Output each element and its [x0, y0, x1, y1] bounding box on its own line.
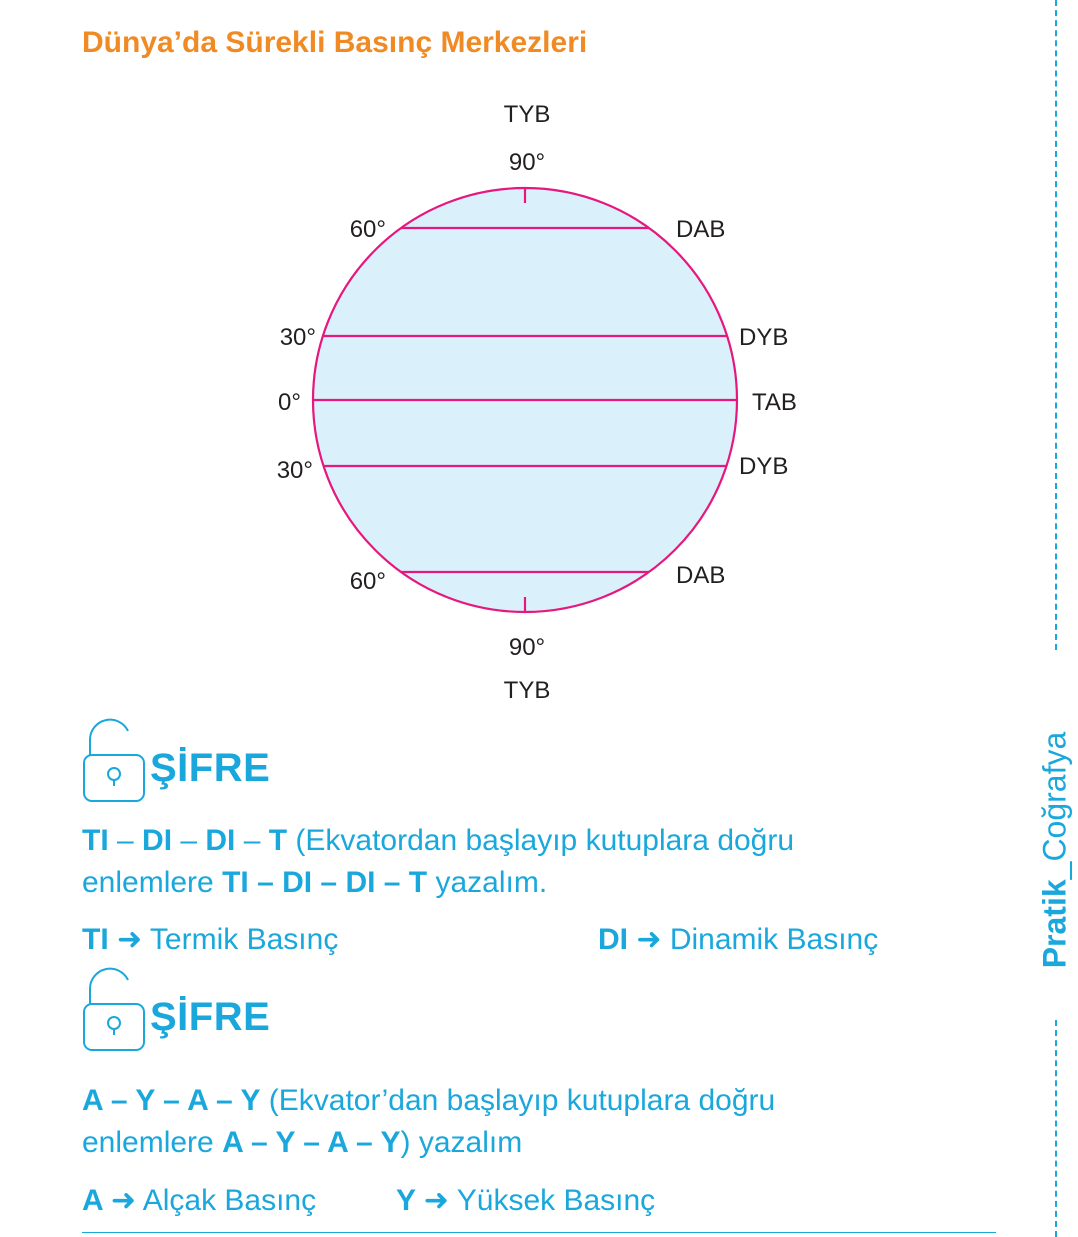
text-bold: TI – DI – DI – T	[222, 866, 428, 899]
label-60s-deg: 60°	[349, 568, 386, 595]
label-30n-deg: 30°	[279, 324, 316, 351]
text: (Ekvator’dan başlayıp kutuplara doğru	[260, 1084, 776, 1117]
label-60n-zone: DAB	[676, 216, 726, 243]
text-bold: TI	[82, 824, 109, 857]
text-bold: A – Y – A – Y	[222, 1126, 401, 1159]
label-tyb-top: TYB	[503, 101, 551, 128]
unlocked-padlock-icon	[82, 718, 150, 804]
sifre-heading-1	[82, 718, 402, 803]
side-dashed-rule-top	[1055, 0, 1057, 650]
text-bold: A – Y – A – Y	[82, 1084, 261, 1117]
sifre-title: ŞİFRE	[150, 746, 271, 790]
label-60n-deg: 60°	[349, 216, 386, 243]
text: enlemlere	[82, 1126, 223, 1159]
sifre-title: ŞİFRE	[150, 995, 271, 1039]
label-90-bottom: 90°	[508, 634, 546, 661]
sifre-1-paragraph	[82, 820, 982, 904]
bottom-divider	[82, 1232, 996, 1233]
sifre-2-line-1	[82, 1080, 982, 1122]
label-30n-zone: DYB	[739, 324, 789, 351]
label-90-top: 90°	[508, 149, 546, 176]
text: enlemlere	[82, 866, 223, 899]
sifre-heading-2	[82, 967, 402, 1052]
label-30s-deg: 30°	[276, 457, 313, 484]
unlocked-padlock-icon	[82, 967, 150, 1053]
label-60s-zone: DAB	[676, 562, 726, 589]
sifre-1-line-1	[82, 820, 982, 862]
sifre-2-line-2	[82, 1122, 982, 1164]
text-bold: DI	[142, 824, 173, 857]
side-dashed-rule-bottom	[1055, 1020, 1057, 1237]
label-tyb-bottom: TYB	[503, 677, 551, 704]
legend-termik: TI ➜ Termik Basınç	[82, 923, 339, 956]
sifre-2-paragraph	[82, 1080, 982, 1164]
text: (Ekvatordan başlayıp kutuplara doğru	[287, 824, 795, 857]
page-title: Dünya’da Sürekli Basınç Merkezleri	[82, 26, 588, 59]
label-eq-deg: 0°	[278, 389, 301, 416]
text: ) yazalım	[400, 1126, 523, 1159]
label-30s-zone: DYB	[739, 453, 789, 480]
legend-yuksek: Y ➜ Yüksek Basınç	[396, 1184, 656, 1217]
text: yazalım.	[427, 866, 548, 899]
text: –	[172, 824, 206, 857]
text-bold: T	[268, 824, 288, 857]
legend-alcak: A ➜ Alçak Basınç	[82, 1184, 317, 1217]
label-eq-zone: TAB	[752, 389, 797, 416]
sifre-1-line-2	[82, 862, 982, 904]
text: –	[235, 824, 269, 857]
legend-dinamik: DI ➜ Dinamik Basınç	[598, 923, 879, 956]
text-bold: DI	[205, 824, 236, 857]
text: –	[108, 824, 143, 857]
book-series-label: Pratik_Coğrafya	[1036, 731, 1073, 969]
